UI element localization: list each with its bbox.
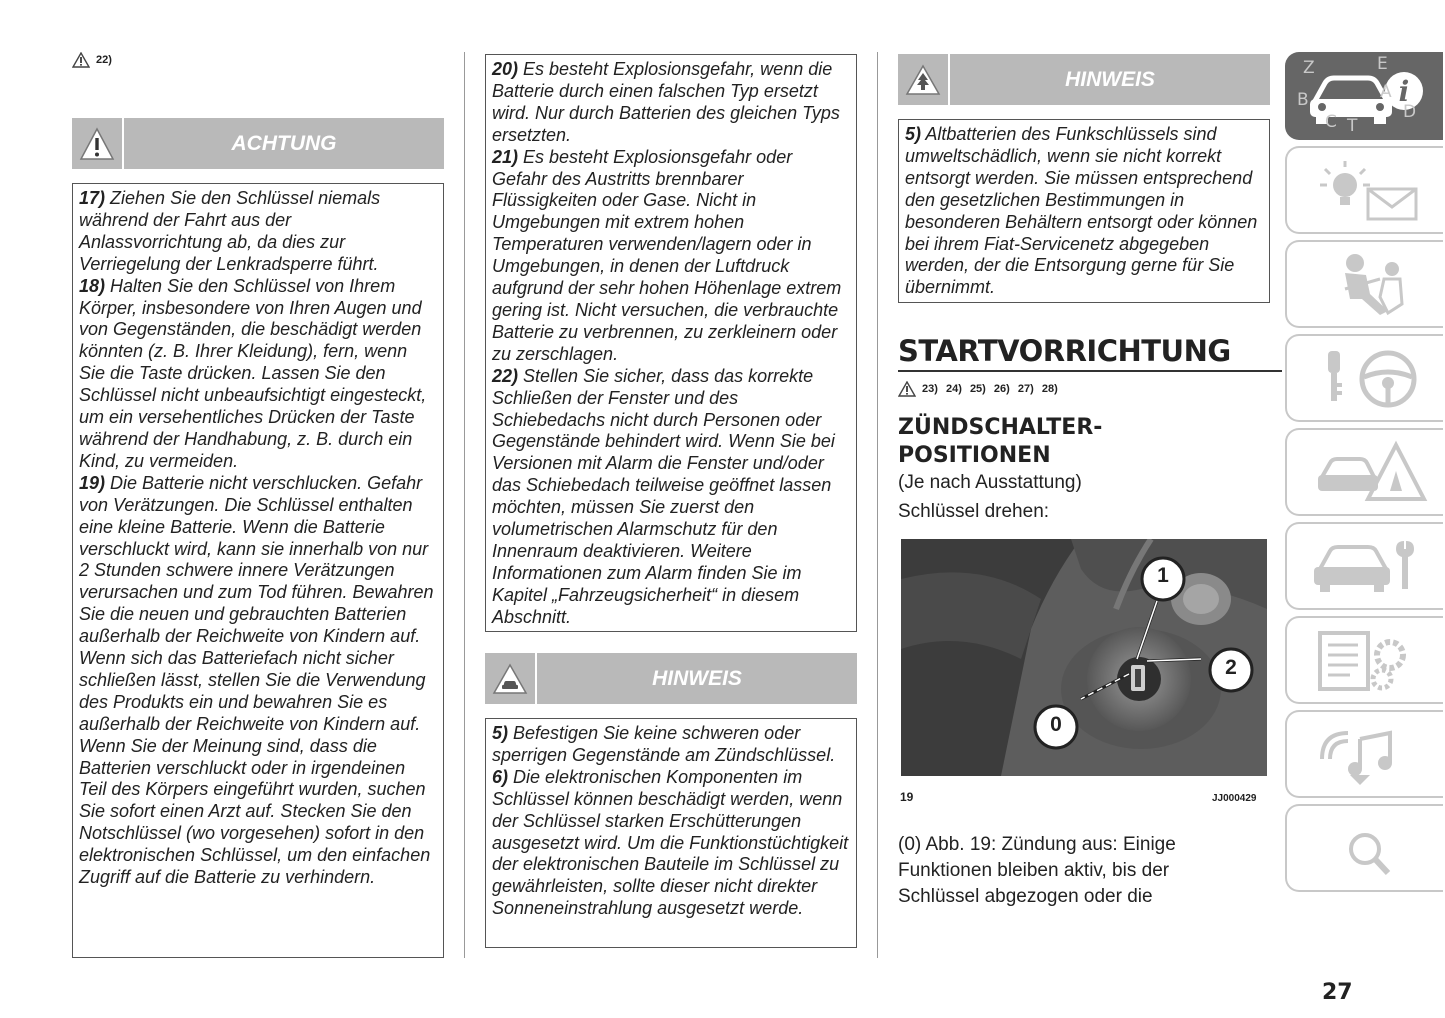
- warning-item-17: 17) Ziehen Sie den Schlüssel niemals während der Fahrt aus der Anlassvorrichtung ab, da dies zur Verriegelung der Lenkradsperre führt.: [79, 188, 381, 274]
- ignition-switch-figure: [901, 539, 1267, 776]
- tab-index[interactable]: [1285, 54, 1443, 892]
- callout-label-0: 0: [1050, 713, 1062, 736]
- figure-number: 19: [900, 790, 914, 804]
- callout-label-2: 2: [1225, 656, 1237, 679]
- tab-emergency[interactable]: [1285, 428, 1443, 516]
- index-letters: Z E B A C T D: [1297, 54, 1417, 136]
- callout-label-1: 1: [1157, 564, 1169, 587]
- warning-item-21: 21) Es besteht Explosionsgefahr oder Gefahr des Austritts brennbarer Flüssigkeiten oder Gase. Nicht in Umgebungen mit extrem hohen Temperaturen verwenden/lagern oder in Umgebungen, in denen der Luftdruck aufgrund der sehr hohen Höhenlage extrem gering ist. Nicht versuchen, die verbrauchte Batterie zu verbrennen, zu zerkleinern oder zu zerschlagen.: [492, 146, 842, 364]
- caption-text: (0) Abb. 19: Zündung aus: Einige Funktionen bleiben aktiv, bis der Schlüssel abgezogen oder die: [898, 834, 1176, 907]
- column-divider: [877, 52, 878, 958]
- index-icon: [1300, 813, 1430, 883]
- tab-maintenance[interactable]: [1285, 522, 1443, 610]
- subheading: ZÜNDSCHALTER- POSITIONEN: [898, 415, 1103, 468]
- exclamation-triangle-icon: [79, 127, 115, 161]
- warning-reference: [72, 52, 112, 68]
- warning-references: [898, 381, 1063, 397]
- achtung-icon-box: [72, 118, 124, 169]
- hinweis-title: HINWEIS: [652, 666, 742, 690]
- reference-number: 23): [922, 383, 938, 395]
- achtung-title: ACHTUNG: [231, 131, 337, 155]
- warning-triangle-icon: [72, 52, 90, 68]
- car-hint-icon: [492, 663, 528, 695]
- hinweis-box: [485, 718, 857, 948]
- hint-item-6: 6) Die elektronischen Komponenten im Schlüssel können beschädigt werden, wenn der Schlüssel starken Erschütterungen ausgesetzt wird. Um die Funktionstüchtigkeit der elektronischen Bauteile im Schlüssel zu gewährleisten, sollte dieser nicht direkter Sonneneinstrahlung ausgesetzt werde.: [492, 766, 849, 919]
- environment-hint-box: [898, 119, 1270, 303]
- warning-triangle-icon: [898, 381, 916, 397]
- start-driving-icon: [1300, 343, 1430, 413]
- reference-number: 27): [1017, 383, 1034, 395]
- tab-warning-lights[interactable]: [1285, 146, 1443, 234]
- hint-item-5: 5) Befestigen Sie keine schweren oder sperrigen Gegenstände am Zündschlüssel.: [492, 723, 836, 765]
- section-heading: STARTVORRICHTUNG: [898, 334, 1282, 372]
- equipment-note: (Je nach Ausstattung): [898, 472, 1082, 493]
- svg-text:i: i: [1398, 75, 1410, 108]
- reference-number: 28): [1041, 383, 1058, 395]
- warning-lights-icon: [1300, 155, 1430, 225]
- reference-number: 22): [96, 54, 112, 66]
- tab-technical-data[interactable]: [1285, 616, 1443, 704]
- hinweis-icon-box: [485, 653, 537, 704]
- tab-safety[interactable]: [1285, 240, 1443, 328]
- column-divider: [464, 52, 465, 958]
- tab-multimedia[interactable]: [1285, 710, 1443, 798]
- hinweis-title: HINWEIS: [1065, 67, 1155, 91]
- warning-item-18: 18) Halten Sie den Schlüssel von Ihrem Körper, insbesondere von Ihren Augen und von Gegenständen, die beschädigt werden könnten (z. B. Ihrer Kleidung), fern, wenn Sie die Taste drücken. Lassen Sie den Schlüssel nicht unbeaufsichtigt eingesteckt, um ein versehentliches Drücken der Taste während der Handhabung, z. B. durch ein Kind, zu vermeiden.: [79, 275, 427, 471]
- instruction-text: Schlüssel drehen:: [898, 501, 1050, 522]
- technical-data-icon: [1300, 625, 1430, 695]
- warning-item-19: 19) Die Batterie nicht verschlucken. Gefahr von Verätzungen. Die Schlüssel enthalten eine kleine Batterie. Wenn die Batterie verschluckt wird, kann sie innerhalb von nur 2 Stunden schwere innere Verätzungen verursachen und zum Tod führen. Bewahren Sie die neuen und gebrauchten Batterien außerhalb der Reichweite von Kindern auf. Wenn sich das Batteriefach nicht sicher schließen lässt, stellen Sie die Verwendung des Produkts ein und bewahren Sie es außerhalb der Reichweite von Kindern auf. Wenn Sie der Meinung sind, dass die Batterien verschluckt oder in irgendeinen Teil des Körpers eingeführt wurden, suchen Sie sofort einen Arzt auf. Stecken Sie den Notschlüssel (wo vorgesehen) sofort in den elektronischen Schlüssel, um den einfachen Zugriff auf die Batterie zu verhindern.: [79, 472, 434, 888]
- hinweis-icon-box: [898, 54, 950, 105]
- chapter-tabs: [1285, 52, 1443, 892]
- tab-start-driving[interactable]: [1285, 334, 1443, 422]
- figure-code: JJ000429: [1212, 793, 1257, 804]
- warning-item-22: 22) Stellen Sie sicher, dass das korrekte Schließen der Fenster und des Schiebedachs nicht durch Personen oder Gegenstände behindert wird. Wenn Sie bei Versionen mit Alarm die Fenster und/oder das Schiebedach teilweise geöffnet lassen möchten, müssen Sie zuerst den volumetrischen Alarmschutz für den Innenraum deaktivieren. Weitere Informationen zum Alarm finden Sie im Kapitel „Fahrzeugsicherheit“ in diesem Abschnitt.: [492, 365, 835, 627]
- emergency-icon: [1300, 437, 1430, 507]
- multimedia-icon: [1300, 719, 1430, 789]
- reference-number: 26): [993, 383, 1010, 395]
- warning-item-20: 20) Es besteht Explosionsgefahr, wenn die Batterie durch einen falschen Typ ersetzt wird. Nur durch Batterien des gleichen Typs ersetzten.: [492, 59, 840, 145]
- reference-number: 25): [969, 383, 986, 395]
- safety-icon: [1300, 249, 1430, 319]
- reference-number: 24): [945, 383, 962, 395]
- hinweis-environment-bar: [898, 54, 1270, 105]
- achtung-bar: [72, 118, 444, 169]
- page-number: 27: [1322, 980, 1353, 1005]
- maintenance-icon: [1300, 531, 1430, 601]
- achtung-box: [72, 183, 444, 958]
- tree-environment-icon: [905, 64, 941, 96]
- hinweis-bar: [485, 653, 857, 704]
- hint-item-5: 5) Altbatterien des Funkschlüssels sind umweltschädlich, wenn sie nicht korrekt entsorgt werden. Sie müssen entsprechend den gesetzlichen Bestimmungen in besonderen Behältern entsorgt oder können bei ihrem Fiat-Servicenetz abgegeben werden, der die Entsorgung gerne für Sie übernimmt.: [905, 124, 1258, 298]
- ignition-illustration: [901, 539, 1267, 776]
- continued-warning-box: [485, 54, 857, 632]
